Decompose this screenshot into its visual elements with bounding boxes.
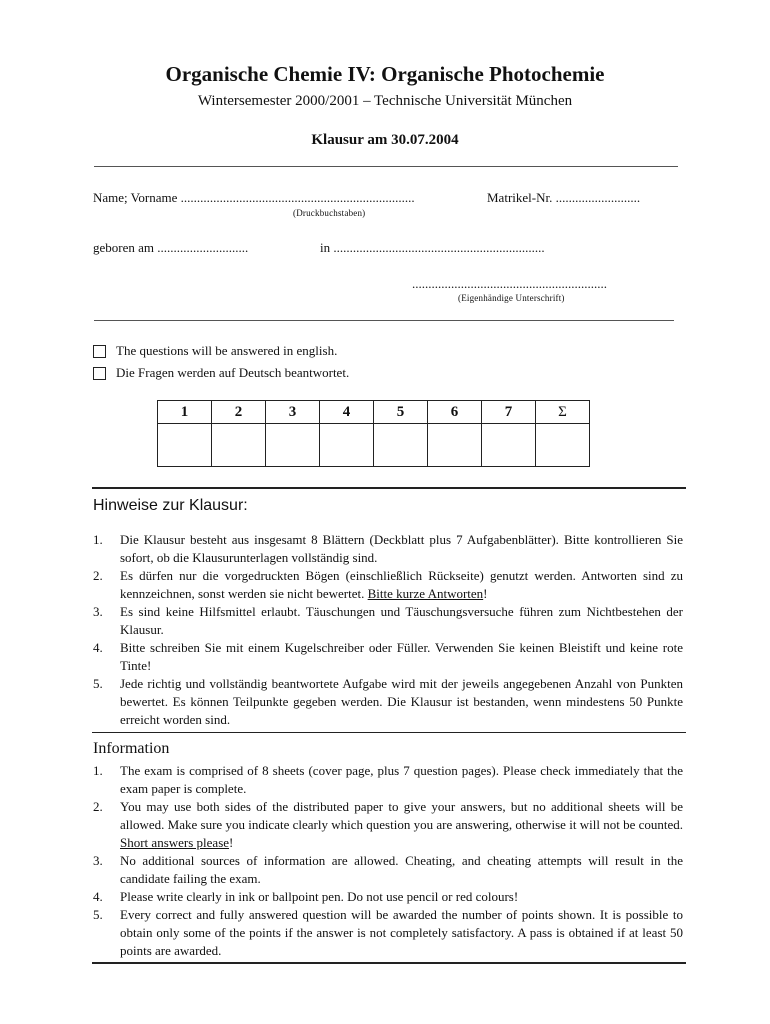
section-divider — [92, 962, 686, 964]
score-cell — [158, 424, 212, 467]
score-cell — [374, 424, 428, 467]
list-item: 1. Die Klausur besteht aus insgesamt 8 Blättern (Deckblatt plus 7 Aufgabenblätter). Bitte kontrollieren Sie sofort, ob die Klausurunterlagen vollständig sind. — [93, 532, 683, 565]
score-header: 2 — [212, 401, 266, 424]
list-item: 4. Bitte schreiben Sie mit einem Kugelschreiber oder Füller. Verwenden Sie keinen Bleistift und keine rote Tinte! — [93, 640, 683, 673]
score-header-sum: Σ — [536, 401, 590, 424]
score-cell — [482, 424, 536, 467]
page-subtitle: Wintersemester 2000/2001 – Technische Universität München — [197, 93, 573, 109]
list-item: 1. The exam is comprised of 8 sheets (cover page, plus 7 question pages). Please check immediately that the exam paper is complete. — [93, 763, 683, 796]
section-divider — [92, 732, 686, 733]
score-cell — [212, 424, 266, 467]
english-option[interactable] — [93, 343, 337, 359]
birthdate-field-line: geboren am ............................ — [93, 240, 249, 255]
signature-caption: (Eigenhändige Unterschrift) — [458, 293, 565, 303]
list-item: 2. Es dürfen nur die vorgedruckten Bögen (einschließlich Rückseite) genutzt werden. Antworten sind zu kennzeichnen, sonst werden sie nicht bewertet. Bitte kurze Antworten! — [93, 568, 683, 601]
name-field-line: Name; Vorname ........................................................................ — [93, 190, 415, 205]
hinweise-list — [93, 531, 683, 729]
divider — [94, 166, 678, 167]
birthplace-field-line: in ................................................................. — [320, 240, 545, 255]
score-table — [157, 400, 590, 467]
list-item: 4. Please write clearly in ink or ballpoint pen. Do not use pencil or red colours! — [93, 889, 519, 904]
checkbox-english[interactable] — [93, 345, 106, 358]
score-cell — [320, 424, 374, 467]
signature-field-line: ............................................................ — [412, 276, 607, 291]
english-option-label: The questions will be answered in english. — [116, 343, 338, 358]
checkbox-german[interactable] — [93, 367, 106, 380]
german-option-label: Die Fragen werden auf Deutsch beantwortet. — [116, 365, 350, 380]
druck-caption: (Druckbuchstaben) — [293, 208, 366, 218]
score-header: 4 — [320, 401, 374, 424]
score-header: 6 — [428, 401, 482, 424]
list-item: 5. Jede richtig und vollständig beantwortete Aufgabe wird mit der jeweils angegebenen Anzahl von Punkten bewertet. Es können Teilpunkte gegeben werden. Die Klausur ist bestanden, wenn mindestens 50 Punkte erreicht worden sind. — [93, 676, 683, 727]
hinweise-heading: Hinweise zur Klausur: — [93, 497, 248, 514]
score-cell — [266, 424, 320, 467]
section-divider — [92, 487, 686, 489]
information-list — [93, 762, 683, 960]
list-item: 5. Every correct and fully answered question will be awarded the number of points shown. It is possible to obtain only some of the points if the answer is not completely satisfactory. A pass is obtained if at least 50 points are awarded. — [93, 907, 683, 958]
score-header: 3 — [266, 401, 320, 424]
matrikel-field-line: Matrikel-Nr. .......................... — [487, 190, 641, 205]
score-cell — [536, 424, 590, 467]
score-header: 7 — [482, 401, 536, 424]
list-item: 2. You may use both sides of the distributed paper to give your answers, but no additional sheets will be allowed. Make sure you indicate clearly which question you are answering, otherwise it will not be counted. Short answers please! — [93, 799, 683, 850]
divider — [94, 320, 674, 321]
german-option[interactable] — [93, 365, 349, 381]
information-heading: Information — [93, 740, 170, 757]
page-title: Organische Chemie IV: Organische Photochemie — [165, 62, 605, 86]
list-item: 3. No additional sources of information are allowed. Cheating, and cheating attempts will result in the candidate failing the exam. — [93, 853, 683, 886]
score-header: 1 — [158, 401, 212, 424]
score-header: 5 — [374, 401, 428, 424]
score-cell — [428, 424, 482, 467]
exam-date: Klausur am 30.07.2004 — [311, 132, 459, 148]
list-item: 3. Es sind keine Hilfsmittel erlaubt. Täuschungen und Täuschungsversuche führen zum Nichtbestehen der Klausur. — [93, 604, 683, 637]
